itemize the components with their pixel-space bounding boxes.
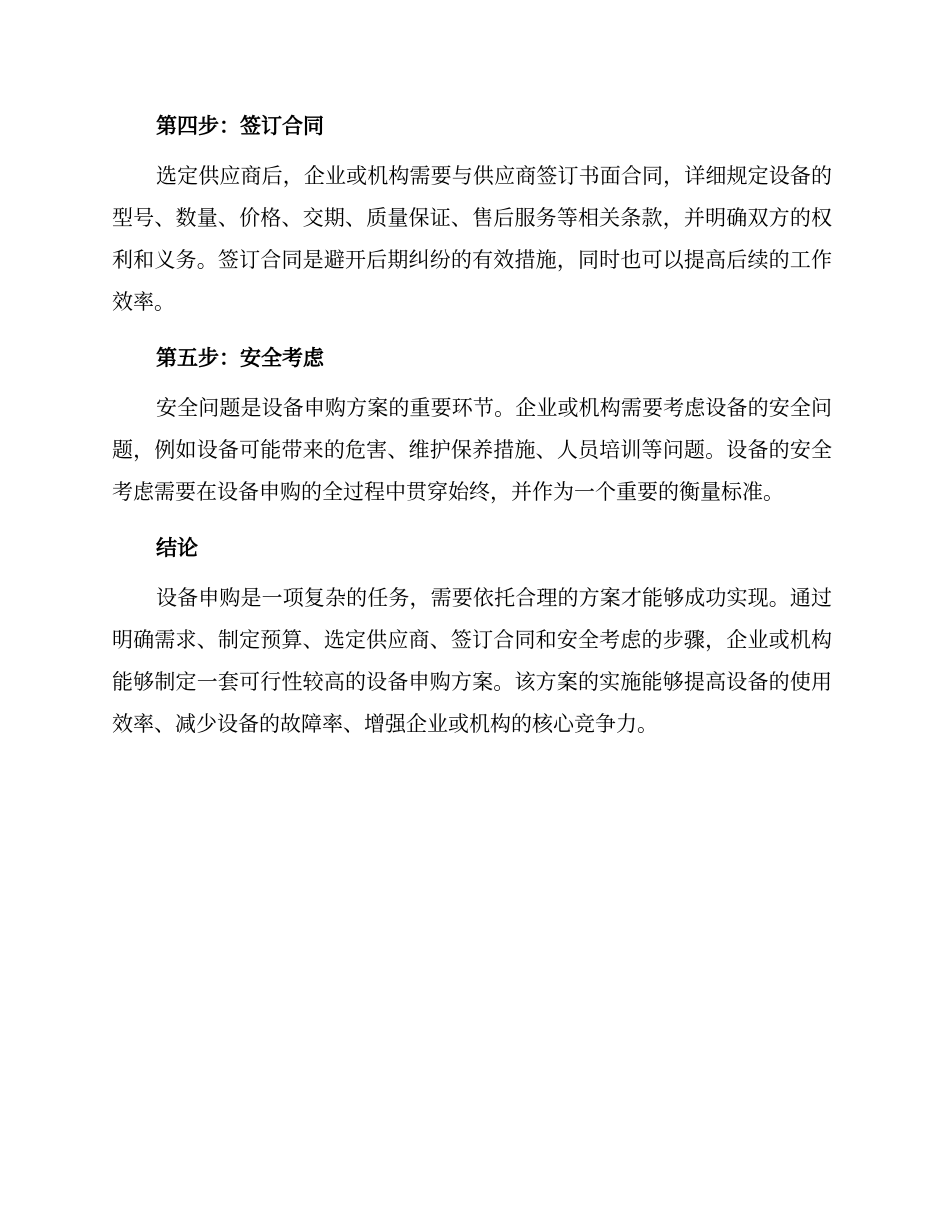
- section-heading-step4: 第四步：签订合同: [156, 114, 324, 138]
- section-heading-step5: 第五步：安全考虑: [156, 346, 324, 370]
- document-page: [112, 105, 832, 759]
- section-body-conclusion: 设备申购是一项复杂的任务，需要依托合理的方案才能够成功实现。通过明确需求、制定预算、选定供应商、签订合同和安全考虑的步骤，企业或机构能够制定一套可行性较高的设备申购方案。该方案的实施能够提高设备的使用效率、减少设备的故障率、增强企业或机构的核心竞争力。: [112, 586, 832, 736]
- section-body-step4: 选定供应商后，企业或机构需要与供应商签订书面合同，详细规定设备的型号、数量、价格、交期、质量保证、售后服务等相关条款，并明确双方的权利和义务。签订合同是避开后期纠纷的有效措施，同时也可以提高后续的工作效率。: [112, 164, 832, 314]
- section-heading-conclusion: 结论: [156, 536, 198, 560]
- section-body-step5: 安全问题是设备申购方案的重要环节。企业或机构需要考虑设备的安全问题，例如设备可能带来的危害、维护保养措施、人员培训等问题。设备的安全考虑需要在设备申购的全过程中贯穿始终，并作为一个重要的衡量标准。: [112, 396, 832, 504]
